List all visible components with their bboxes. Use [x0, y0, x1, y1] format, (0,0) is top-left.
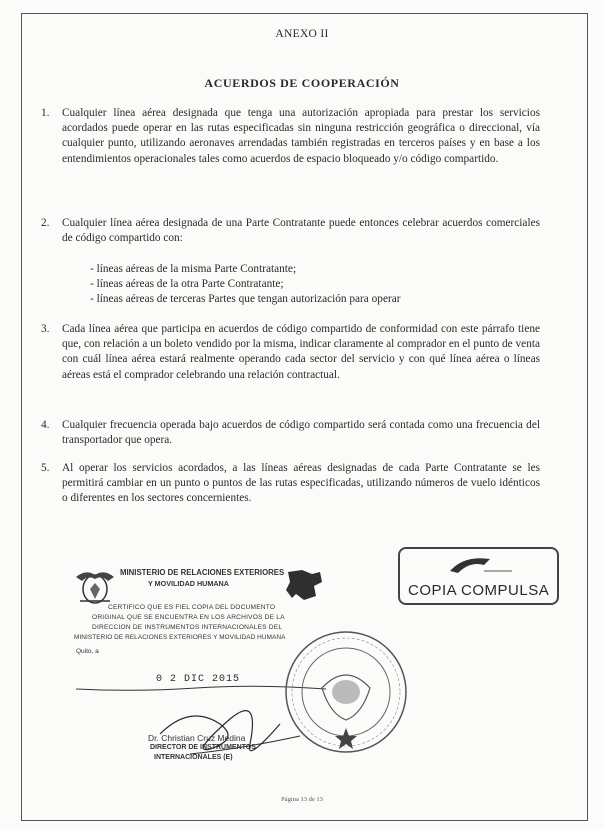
map-silhouette-icon — [282, 568, 324, 602]
document-title: ACUERDOS DE COOPERACIÓN — [204, 76, 400, 90]
clause-5 — [41, 461, 540, 507]
clause-3 — [41, 322, 540, 383]
clause-text: Cada línea aérea que participa en acuerdos de código compartido de conformidad con este párrafo tiene que, con relación a un boleto vendido por la misma, indicar claramente al comprador en el punto de venta con cuál línea aérea estará realmente operando cada sector del servicio y con qué línea aérea o líneas aéreas está el comprador celebrando una relación contractual. — [62, 323, 540, 381]
bullet-item: - líneas aéreas de terceras Partes que tengan autorización para operar — [90, 293, 401, 306]
bullet-item: - líneas aéreas de la misma Parte Contratante; — [90, 263, 297, 275]
signer-role: INTERNACIONALES (E) — [154, 754, 233, 761]
clause-number: 2. — [41, 217, 50, 229]
bullet-item: - líneas aéreas de la otra Parte Contratante; — [90, 278, 284, 291]
signer-role: DIRECTOR DE INSTRUMENTOS — [150, 744, 256, 751]
clause-text: Al operar los servicios acordados, a las líneas aéreas designadas de cada Parte Contratante se les permitirá cambiar en un punto o puntos de las rutas especificadas, utilizando números de vuelo idénticos o diferentes en los sectores concernientes. — [62, 462, 540, 505]
clause-text: Cualquier línea aérea designada de una Parte Contratante puede entonces celebrar acuerdos comerciales de código compartido con: — [62, 217, 540, 245]
page-number: Página 13 de 13 — [281, 796, 323, 803]
signer-name: Dr. Christian Cruz Medina — [148, 733, 246, 743]
copia-compulsa-stamp — [398, 547, 559, 605]
clause-text: Cualquier frecuencia operada bajo acuerdos de código compartido será contada como una frecuencia del transportador que opera. — [62, 419, 540, 447]
bullet-list — [90, 262, 530, 308]
annex-heading: ANEXO II — [275, 28, 329, 40]
clause-number: 3. — [41, 323, 50, 335]
clause-text: Cualquier línea aérea designada que tenga una autorización apropiada para prestar los servicios acordados puede operar en las rutas especificadas sin ninguna restricción geográfica o direccional, vía cualquier punto, utilizando aeronaves arrendadas también registradas en terceros países y en base a los entendimientos operacionales tales como acuerdos de espacio bloqueado y/o código compartido. — [62, 107, 540, 165]
official-seal-icon — [282, 628, 410, 756]
compulsa-label: COPIA COMPULSA — [408, 582, 550, 599]
certification-line: ORIGINAL QUE SE ENCUENTRA EN LOS ARCHIVOS DE LA — [92, 614, 285, 621]
city-label: Quito, a — [76, 648, 99, 655]
ministry-name: MINISTERIO DE RELACIONES EXTERIORES — [120, 568, 285, 577]
clause-4 — [41, 418, 540, 448]
clause-1 — [41, 106, 540, 167]
ministry-subname: Y MOVILIDAD HUMANA — [148, 579, 229, 588]
clause-number: 1. — [41, 107, 50, 119]
certification-line: CERTIFICO QUE ES FIEL COPIA DEL DOCUMENTO — [108, 604, 276, 611]
clause-number: 4. — [41, 419, 50, 431]
certification-line: MINISTERIO DE RELACIONES EXTERIORES Y MOVILIDAD HUMANA — [74, 634, 286, 641]
clause-number: 5. — [41, 462, 50, 474]
coat-of-arms-icon — [72, 565, 118, 609]
certification-line: DIRECCION DE INSTRUMENTOS INTERNACIONALES DEL — [92, 624, 283, 631]
stamp-date: 0 2 DIC 2015 — [156, 674, 241, 685]
airline-logo-icon — [444, 553, 514, 579]
clause-2 — [41, 216, 540, 246]
